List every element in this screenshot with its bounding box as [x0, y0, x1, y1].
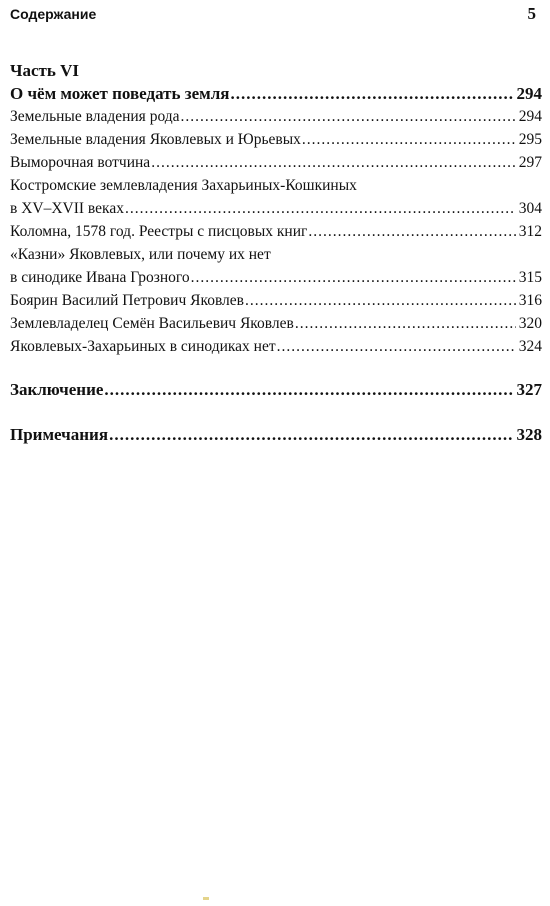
running-head	[10, 4, 536, 24]
toc-entry-title: Боярин Василий Петрович Яковлев	[10, 292, 244, 309]
toc-entry[interactable]	[10, 151, 542, 174]
toc-entry-title: Коломна, 1578 год. Реестры с писцовых книг	[10, 223, 308, 240]
toc-entry[interactable]	[10, 289, 542, 312]
toc-entry-page: 320	[518, 315, 542, 332]
toc-entry-notes[interactable]	[10, 423, 542, 446]
toc-entry[interactable]	[10, 220, 542, 243]
dot-leader	[151, 151, 516, 174]
toc-entry-title: Заключение	[10, 380, 104, 399]
toc-entry-title-line2: в XV–XVII веках	[10, 200, 124, 217]
toc-entry-title: Выморочная вотчина	[10, 154, 151, 171]
toc-entry-title: О чём может поведать земля	[10, 84, 230, 103]
toc-entry-page: 294	[518, 108, 542, 125]
toc-entry-page: 315	[518, 269, 542, 286]
toc-entry-title: Землевладелец Семён Васильевич Яковлев	[10, 315, 294, 332]
dot-leader	[308, 220, 515, 243]
toc-entry-title: Яковлевых-Захарьиных в синодиках нет	[10, 338, 276, 355]
toc-entry[interactable]	[10, 128, 542, 151]
toc-entry-page: 295	[518, 131, 542, 148]
toc-entry[interactable]	[10, 335, 542, 358]
page-number: 5	[527, 4, 536, 23]
toc-entry-title-line2: в синодике Ивана Грозного	[10, 269, 190, 286]
running-head-title: Содержание	[10, 6, 97, 22]
toc-entry[interactable]	[10, 312, 542, 335]
toc-entry[interactable]	[10, 105, 542, 128]
table-of-contents	[10, 60, 542, 446]
dot-leader	[302, 128, 516, 151]
toc-entry-page: 324	[518, 338, 542, 355]
dot-leader	[181, 105, 516, 128]
toc-entry-multiline[interactable]	[10, 243, 542, 289]
dot-leader	[277, 335, 516, 358]
toc-entry-page: 327	[516, 380, 542, 399]
toc-entry-page: 294	[516, 84, 542, 103]
toc-entry-title: Примечания	[10, 425, 109, 444]
toc-entry-conclusion[interactable]	[10, 378, 542, 401]
toc-entry-title-line1: «Казни» Яковлевых, или почему их нет	[10, 246, 271, 263]
dot-leader	[245, 289, 516, 312]
toc-entry-title-line1: Костромские землевладения Захарьиных-Кошкиных	[10, 177, 357, 194]
toc-entry-part-title[interactable]	[10, 82, 542, 105]
dot-leader	[109, 423, 513, 446]
toc-entry-page: 316	[518, 292, 542, 309]
dot-leader	[230, 82, 513, 105]
toc-entry-page: 328	[516, 425, 542, 444]
toc-entry-page: 304	[518, 200, 542, 217]
toc-entry-page: 312	[518, 223, 542, 240]
dot-leader	[295, 312, 516, 335]
dot-leader	[125, 197, 516, 220]
dot-leader	[104, 378, 513, 401]
toc-entry-multiline[interactable]	[10, 174, 542, 220]
print-mark	[203, 897, 209, 900]
part-heading: Часть VI	[10, 61, 80, 80]
toc-entry-page: 297	[518, 154, 542, 171]
toc-entry-title: Земельные владения Яковлевых и Юрьевых	[10, 131, 301, 148]
toc-entry-title: Земельные владения рода	[10, 108, 180, 125]
dot-leader	[191, 266, 516, 289]
